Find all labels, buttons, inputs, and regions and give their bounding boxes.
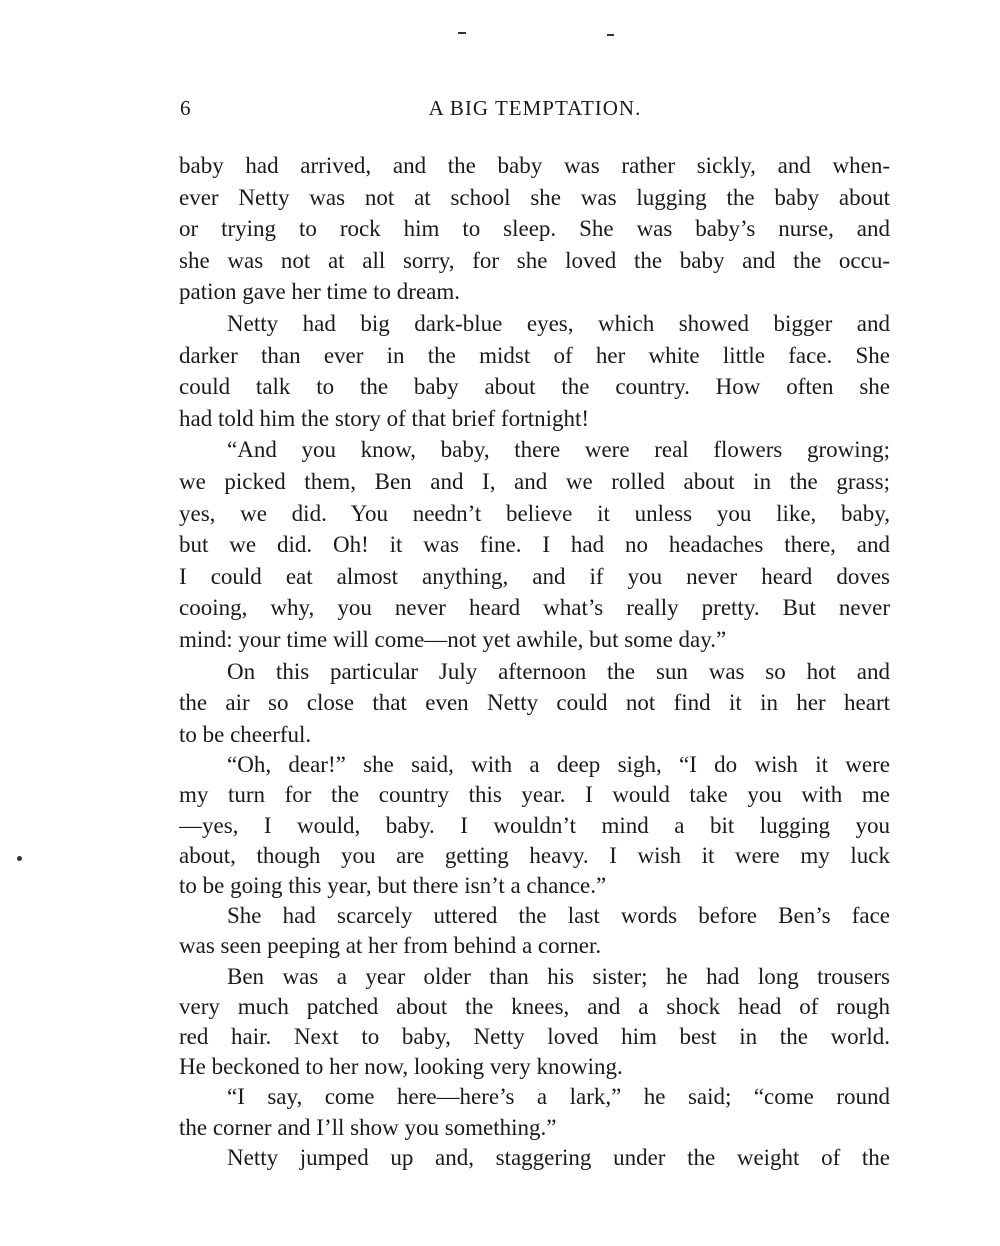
text-line: or trying to rock him to sleep. She was baby’s nurse, and (179, 216, 890, 242)
text-line: “And you know, baby, there were real flowers growing; (227, 437, 890, 463)
text-line: ever Netty was not at school she was lugging the baby about (179, 184, 890, 210)
text-line: the corner and I’ll show you something.” (179, 1114, 557, 1140)
text-line: we picked them, Ben and I, and we rolled about in the grass; (179, 468, 890, 494)
text-line: had told him the story of that brief fortnight! (179, 405, 590, 431)
text-line: was seen peeping at her from behind a corner. (179, 933, 602, 959)
text-line: baby had arrived, and the baby was rather sickly, and when- (179, 153, 890, 178)
text-line: to be cheerful. (179, 721, 312, 747)
text-line: “Oh, dear!” she said, with a deep sigh, “I do wish it were (227, 752, 890, 778)
running-header (180, 96, 890, 128)
text-line: to be going this year, but there isn’t a chance.” (179, 873, 607, 899)
print-speck (607, 34, 614, 36)
text-line: the air so close that even Netty could not find it in her heart (179, 690, 890, 716)
text-section-1 (179, 150, 890, 750)
page-number: 6 (180, 96, 191, 120)
text-line: “I say, come here—here’s a lark,” he said; “come round (227, 1084, 890, 1110)
text-line: —yes, I would, baby. I wouldn’t mind a bit lugging you (179, 812, 890, 838)
text-line: pation gave her time to dream. (179, 279, 461, 305)
running-title: A BIG TEMPTATION. (428, 96, 642, 120)
text-line: mind: your time will come—not yet awhile, but some day.” (179, 626, 727, 652)
text-line: She had scarcely uttered the last words before Ben’s face (227, 903, 890, 929)
text-line: On this particular July afternoon the sun was so hot and (227, 658, 890, 684)
text-line: very much patched about the knees, and a shock head of rough (179, 993, 890, 1019)
text-line: about, though you are getting heavy. I wish it were my luck (179, 842, 890, 868)
print-speck (458, 32, 466, 34)
text-line: she was not at all sorry, for she loved the baby and the occu- (179, 247, 890, 273)
text-line: my turn for the country this year. I would take you with me (179, 782, 890, 808)
text-line: cooing, why, you never heard what’s really pretty. But never (179, 595, 890, 621)
text-line: Ben was a year older than his sister; he had long trousers (227, 963, 890, 989)
body-text (179, 150, 890, 1173)
text-line: could talk to the baby about the country. How often she (179, 374, 890, 400)
text-line: red hair. Next to baby, Netty loved him best in the world. (179, 1023, 890, 1049)
text-line: Netty jumped up and, staggering under the weight of the (227, 1144, 890, 1170)
print-speck (17, 856, 22, 861)
text-section-2 (179, 750, 890, 1173)
text-line: Netty had big dark-blue eyes, which showed bigger and (227, 310, 890, 336)
text-line: but we did. Oh! it was fine. I had no headaches there, and (179, 532, 890, 558)
text-line: darker than ever in the midst of her white little face. She (179, 342, 890, 368)
text-line: He beckoned to her now, looking very knowing. (179, 1054, 623, 1080)
text-line: I could eat almost anything, and if you never heard doves (179, 563, 890, 589)
text-line: yes, we did. You needn’t believe it unless you like, baby, (179, 500, 890, 526)
